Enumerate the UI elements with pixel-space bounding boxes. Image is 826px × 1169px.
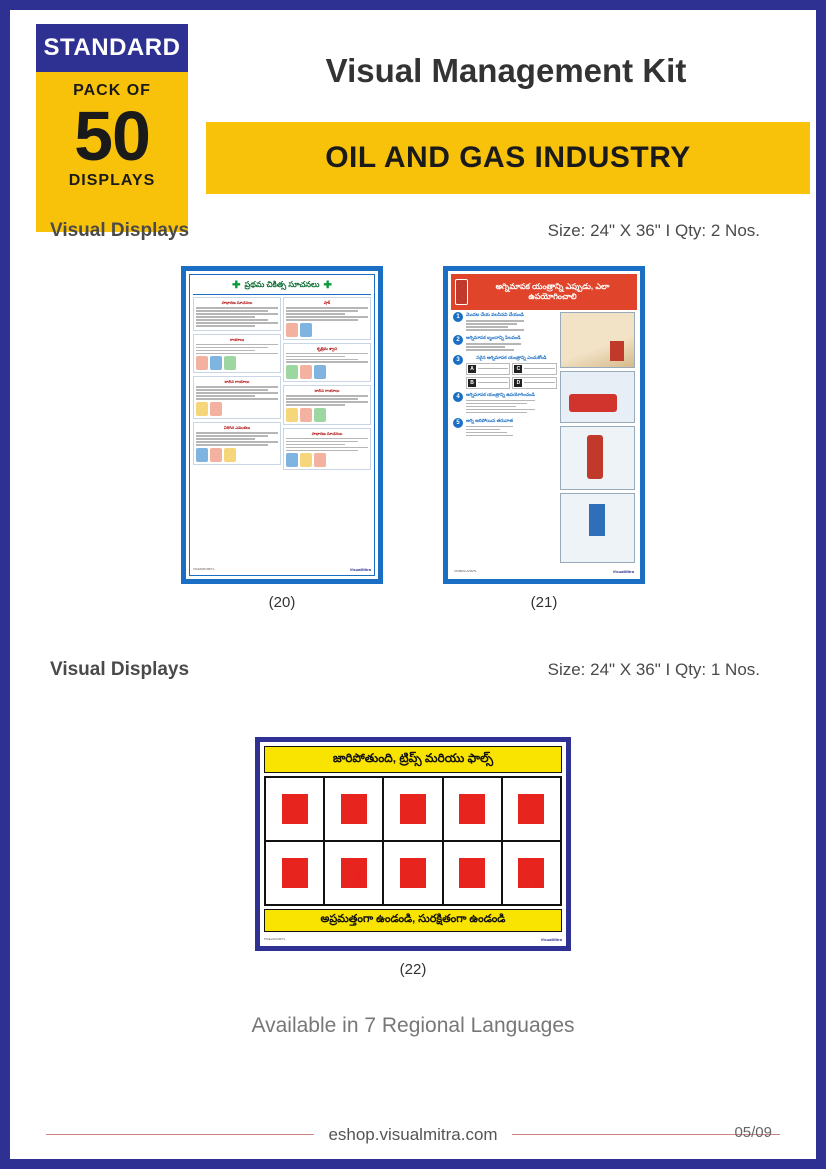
class-letter: A <box>468 365 476 373</box>
class-letter: C <box>514 365 522 373</box>
step-number: 4 <box>453 392 463 402</box>
trip-step-icon <box>518 858 544 888</box>
first-aid-illustration <box>196 402 278 416</box>
page-title: Visual Management Kit <box>325 52 687 89</box>
first-aid-block <box>193 297 281 331</box>
first-aid-illustration <box>196 448 278 462</box>
brand-logo: VisualMitra <box>612 569 634 574</box>
slip-on-spill-icon <box>518 794 544 824</box>
section-label-1: Visual Displays <box>50 220 190 241</box>
step-number: 1 <box>453 312 463 322</box>
fall-forward-icon <box>459 794 485 824</box>
fire-class-cell <box>512 377 556 389</box>
page-number: 05/09 <box>734 1124 772 1141</box>
poster-item-21 <box>443 266 645 611</box>
class-letter: B <box>468 379 476 387</box>
trip-cable-icon <box>282 858 308 888</box>
first-aid-illustration <box>286 323 368 337</box>
step-title: మొదట చేయ వలసినవి చేయండి <box>466 312 524 317</box>
poster-first-aid-title-row <box>193 278 371 295</box>
available-languages: Available in 7 Regional Languages <box>251 1014 575 1037</box>
poster-fire-body <box>451 310 637 569</box>
page-header <box>10 10 816 220</box>
fire-step <box>453 418 557 438</box>
poster-fire-title-row <box>451 274 637 310</box>
first-aid-block-title: కాలిన గాయాలు <box>314 388 340 394</box>
first-aid-block-title: షాక్ <box>323 300 331 305</box>
first-aid-block-title: సాధారణ సూచనలు <box>311 430 343 436</box>
section-header-1 <box>10 220 816 242</box>
pictogram-cell <box>324 777 383 841</box>
slip-wet-floor-icon <box>282 794 308 824</box>
first-aid-block-title: సాధారణ సూచనలు <box>221 300 253 305</box>
fall-down-stairs-icon <box>341 858 367 888</box>
step-title: అగ్నిమాపక బృందాన్ని పిలవండి <box>466 334 521 340</box>
step-title: సరైన అగ్నిమాపక యంత్రాన్ని ఎంచుకోండి <box>476 354 547 360</box>
pictogram-cell <box>502 777 561 841</box>
section-visual-displays-2 <box>10 659 816 978</box>
poster-caption-20: (20) <box>268 594 296 611</box>
extinguisher-illustration <box>560 426 635 490</box>
standard-label: STANDARD <box>36 24 188 72</box>
step-number: 3 <box>453 355 463 365</box>
pictogram-cell <box>383 777 442 841</box>
poster-first-aid-title: ప్రథమ చికిత్స సూచనలు <box>244 280 320 289</box>
poster-code: VS/8004-A/36/TL <box>454 569 478 573</box>
poster-item-20 <box>181 266 383 611</box>
first-aid-illustration <box>286 408 368 422</box>
first-aid-block <box>193 376 281 419</box>
medical-cross-icon-2: ✚ <box>323 280 332 291</box>
displays-label: DISPLAYS <box>68 172 156 189</box>
industry-title: OIL AND GAS INDUSTRY <box>325 141 691 174</box>
step-title: అగ్నిమాపక యంత్రాన్ని ఉపయోగించండి <box>466 391 535 397</box>
poster-first-aid-footer <box>193 565 371 572</box>
brand-logo: VisualMitra <box>540 937 562 942</box>
section-meta-2: Size: 24" X 36" I Qty: 1 Nos. <box>547 660 760 679</box>
shop-url[interactable]: eshop.visualmitra.com <box>314 1125 511 1145</box>
page-inner <box>10 10 816 1159</box>
poster-slips-trips-falls <box>255 737 571 951</box>
first-aid-block-title: కృత్రిమ శ్వాస <box>316 345 338 351</box>
pictogram-grid <box>264 776 562 906</box>
poster-item-22 <box>255 737 571 978</box>
poster-stf-title: జారిపోతుంది, ట్రిప్స్ మరియు ఫాల్స్ <box>264 746 562 773</box>
first-aid-illustration <box>286 453 368 467</box>
poster-first-aid-inner <box>189 274 375 576</box>
poster-caption-22: (22) <box>399 961 427 978</box>
first-aid-block <box>193 334 281 374</box>
first-aid-block <box>283 343 371 383</box>
class-letter: D <box>514 379 522 387</box>
footer-line <box>46 1125 780 1145</box>
poster-stf-footer-text: అప్రమత్తంగా ఉండండి, సురక్షితంగా ఉండండి <box>264 909 562 932</box>
pack-of-label: PACK OF <box>73 82 151 99</box>
fire-truck-illustration <box>560 371 635 423</box>
pack-count: 50 <box>74 97 150 175</box>
poster-first-aid-col-right <box>283 297 371 565</box>
poster-first-aid-col-left <box>193 297 281 565</box>
poster-first-aid-columns <box>193 295 371 565</box>
poster-fire-title: అగ్నిమాపక యంత్రాన్ని ఎప్పుడు, ఎలా ఉపయోగించాలి <box>495 282 610 301</box>
fire-class-cell <box>466 363 510 375</box>
step-number: 5 <box>453 418 463 428</box>
pictogram-cell <box>502 841 561 905</box>
fire-step <box>453 355 557 389</box>
section-header-2 <box>10 659 816 681</box>
poster-fire-steps <box>453 312 557 567</box>
fire-extinguisher-icon <box>455 279 468 305</box>
poster-stf-footer <box>264 935 562 942</box>
poster-row-2 <box>10 737 816 978</box>
first-aid-block-title: కాలిన గాయాలు <box>224 379 250 385</box>
poster-first-aid <box>181 266 383 584</box>
poster-fire-footer <box>451 569 637 576</box>
section-label-2: Visual Displays <box>50 659 190 680</box>
pictogram-cell <box>383 841 442 905</box>
fall-from-ladder-icon <box>400 794 426 824</box>
poster-stf-inner <box>264 746 562 942</box>
first-aid-block <box>193 422 281 465</box>
fire-step <box>453 392 557 415</box>
operator-illustration <box>560 493 635 563</box>
pictogram-cell <box>324 841 383 905</box>
poster-fire-extinguisher <box>443 266 645 584</box>
pictogram-cell <box>443 841 502 905</box>
first-aid-illustration <box>286 365 368 379</box>
poster-fire-inner <box>451 274 637 576</box>
step-title: అగ్ని ఆరిపోయిన తరువాత <box>466 417 513 423</box>
fire-class-cell <box>512 363 556 375</box>
first-aid-block <box>283 385 371 425</box>
brand-logo: VisualMitra <box>349 567 371 572</box>
pictogram-cell <box>443 777 502 841</box>
poster-code: VS/FAMK/06/TL <box>193 567 215 571</box>
poster-fire-illustrations <box>560 312 635 567</box>
first-aid-block <box>283 297 371 340</box>
first-aid-block <box>283 428 371 471</box>
poster-caption-21: (21) <box>530 594 558 611</box>
section-visual-displays-1 <box>10 220 816 611</box>
poster-code: PS/EA/02/36/TL <box>264 937 286 941</box>
industry-band <box>206 122 810 194</box>
section-meta-1: Size: 24" X 36" I Qty: 2 Nos. <box>547 221 760 240</box>
fire-class-table <box>466 363 557 389</box>
first-aid-block-title: విరిగిన ఎముకలు <box>223 424 251 430</box>
slip-backward-icon <box>400 858 426 888</box>
pictogram-cell <box>265 777 324 841</box>
fire-room-illustration <box>560 312 635 368</box>
trip-obstacle-icon <box>341 794 367 824</box>
first-aid-block-title: గాయాలు <box>229 336 245 342</box>
fire-step <box>453 312 557 332</box>
fire-class-cell <box>466 377 510 389</box>
poster-row-1 <box>10 266 816 611</box>
medical-cross-icon: ✚ <box>232 280 241 291</box>
pictogram-cell <box>265 841 324 905</box>
step-number: 2 <box>453 335 463 345</box>
fall-from-height-icon <box>459 858 485 888</box>
fire-step <box>453 335 557 352</box>
first-aid-illustration <box>196 356 278 370</box>
